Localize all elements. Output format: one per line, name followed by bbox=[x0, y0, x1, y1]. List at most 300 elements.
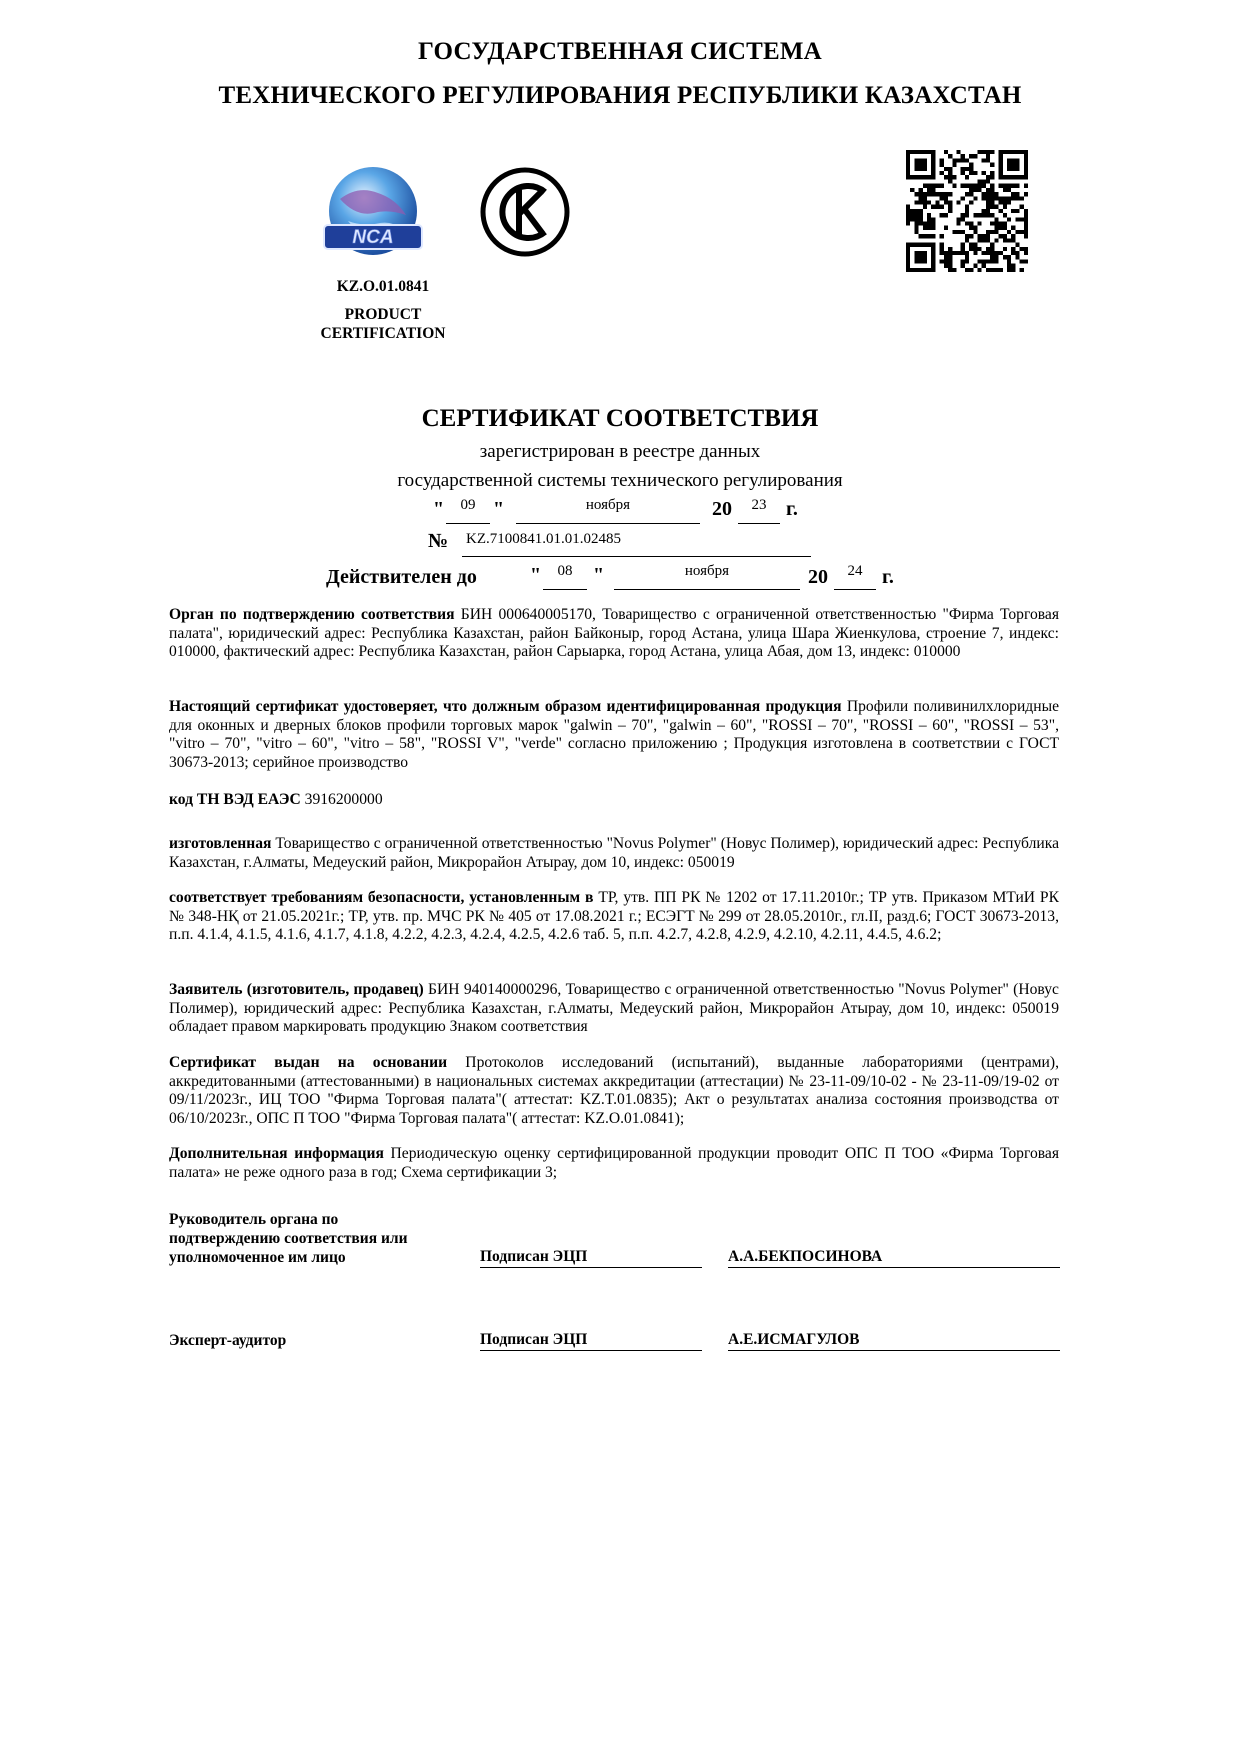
qr-module bbox=[982, 179, 986, 183]
qr-module bbox=[1011, 184, 1015, 188]
qr-module bbox=[940, 205, 944, 209]
qr-module bbox=[931, 247, 935, 251]
qr-module bbox=[961, 251, 965, 255]
qr-module bbox=[982, 251, 986, 255]
manufacturer-label: изготовленная bbox=[169, 835, 272, 852]
qr-module bbox=[990, 222, 994, 226]
qr-module bbox=[994, 222, 998, 226]
qr-module bbox=[999, 251, 1003, 255]
qr-module bbox=[914, 226, 918, 230]
valid-date-century: 20 bbox=[808, 566, 828, 588]
manufacturer-text: Товарищество с ограниченной ответственностью "Novus Polymer" (Новус Полимер), юридический адрес: Республика Казахстан, г.Алматы, Медеуский район, Микрорайон Атырау, дом 10, индекс: 050019 bbox=[169, 835, 1059, 871]
qr-module bbox=[931, 184, 935, 188]
valid-date-suffix: г. bbox=[882, 566, 894, 588]
qr-module bbox=[1003, 234, 1007, 238]
qr-module bbox=[940, 196, 944, 200]
qr-module bbox=[1015, 184, 1019, 188]
qr-module bbox=[931, 205, 935, 209]
qr-module bbox=[956, 230, 960, 234]
certification-body-label: Орган по подтверждению соответствия bbox=[169, 606, 455, 623]
qr-module bbox=[906, 154, 910, 158]
qr-module bbox=[923, 150, 927, 154]
qr-module bbox=[1024, 154, 1028, 158]
qr-module bbox=[914, 230, 918, 234]
qr-module bbox=[1011, 238, 1015, 242]
qr-module bbox=[914, 200, 918, 204]
qr-module bbox=[1024, 217, 1028, 221]
qr-module bbox=[1007, 167, 1011, 171]
qr-module bbox=[982, 238, 986, 242]
qr-module bbox=[973, 184, 977, 188]
qr-module bbox=[994, 251, 998, 255]
qr-module bbox=[1007, 264, 1011, 268]
qr-module bbox=[952, 268, 956, 272]
qr-module bbox=[923, 255, 927, 259]
qr-module bbox=[986, 247, 990, 251]
qr-module bbox=[914, 163, 918, 167]
qr-module bbox=[931, 264, 935, 268]
qr-module bbox=[1007, 175, 1011, 179]
qr-module bbox=[986, 230, 990, 234]
qr-module bbox=[1003, 200, 1007, 204]
expert-auditor-label: Эксперт-аудитор bbox=[169, 1332, 287, 1349]
qr-module bbox=[1015, 167, 1019, 171]
qr-code bbox=[906, 150, 1028, 272]
qr-module bbox=[973, 196, 977, 200]
qr-module bbox=[931, 188, 935, 192]
tnved-code: 3916200000 bbox=[300, 791, 383, 808]
qr-module bbox=[978, 247, 982, 251]
qr-module bbox=[927, 226, 931, 230]
qr-module bbox=[1015, 217, 1019, 221]
qr-module bbox=[1007, 255, 1011, 259]
qr-module bbox=[948, 205, 952, 209]
qr-module bbox=[978, 238, 982, 242]
qr-module bbox=[978, 188, 982, 192]
qr-module bbox=[978, 150, 982, 154]
qr-module bbox=[961, 247, 965, 251]
qr-module bbox=[973, 154, 977, 158]
qr-module bbox=[990, 171, 994, 175]
qr-module bbox=[923, 184, 927, 188]
qr-module bbox=[1003, 205, 1007, 209]
qr-module bbox=[944, 226, 948, 230]
qr-module bbox=[1007, 200, 1011, 204]
qr-module bbox=[978, 213, 982, 217]
qr-module bbox=[1007, 150, 1011, 154]
qr-module bbox=[994, 259, 998, 263]
qr-module bbox=[990, 200, 994, 204]
certificate-title: СЕРТИФИКАТ СООТВЕТСТВИЯ bbox=[421, 405, 819, 432]
qr-module bbox=[923, 226, 927, 230]
qr-module bbox=[935, 205, 939, 209]
qr-module bbox=[1015, 150, 1019, 154]
applicant-label: Заявитель (изготовитель, продавец) bbox=[169, 981, 424, 998]
qr-module bbox=[927, 175, 931, 179]
qr-module bbox=[931, 226, 935, 230]
applicant-paragraph bbox=[169, 981, 1059, 1037]
qr-module bbox=[927, 200, 931, 204]
qr-module bbox=[994, 268, 998, 272]
qr-module bbox=[986, 238, 990, 242]
qr-module bbox=[986, 205, 990, 209]
qr-module bbox=[986, 179, 990, 183]
qr-module bbox=[919, 196, 923, 200]
qr-module bbox=[931, 158, 935, 162]
qr-module bbox=[1007, 230, 1011, 234]
qr-module bbox=[923, 234, 927, 238]
qr-module bbox=[906, 167, 910, 171]
qr-module bbox=[940, 184, 944, 188]
qr-module bbox=[986, 200, 990, 204]
qr-module bbox=[1003, 196, 1007, 200]
qr-module bbox=[940, 163, 944, 167]
qr-module bbox=[919, 259, 923, 263]
qr-module bbox=[965, 158, 969, 162]
reg-date-quote-open: " bbox=[433, 498, 445, 520]
qr-module bbox=[940, 234, 944, 238]
qr-module bbox=[990, 247, 994, 251]
qr-module bbox=[910, 209, 914, 213]
qr-module bbox=[973, 247, 977, 251]
head-signatory-label-line-3: уполномоченное им лицо bbox=[169, 1249, 346, 1266]
qr-module bbox=[999, 209, 1003, 213]
qr-module bbox=[969, 192, 973, 196]
qr-module bbox=[969, 268, 973, 272]
qr-module bbox=[961, 259, 965, 263]
qr-module bbox=[914, 222, 918, 226]
qr-module bbox=[919, 255, 923, 259]
qr-module bbox=[1011, 163, 1015, 167]
qr-module bbox=[990, 192, 994, 196]
qr-module bbox=[1011, 150, 1015, 154]
qr-module bbox=[978, 234, 982, 238]
qr-module bbox=[948, 175, 952, 179]
qr-module bbox=[1024, 175, 1028, 179]
certificate-number: KZ.7100841.01.01.02485 bbox=[462, 531, 811, 557]
qr-module bbox=[919, 268, 923, 272]
certificate-number-label: № bbox=[428, 530, 449, 552]
qr-module bbox=[923, 192, 927, 196]
qr-module bbox=[990, 175, 994, 179]
qr-module bbox=[952, 251, 956, 255]
qr-module bbox=[969, 184, 973, 188]
qr-module bbox=[1003, 213, 1007, 217]
qr-module bbox=[956, 200, 960, 204]
qr-module bbox=[944, 255, 948, 259]
qr-module bbox=[914, 192, 918, 196]
qr-module bbox=[1015, 209, 1019, 213]
qr-module bbox=[1007, 196, 1011, 200]
qr-module bbox=[948, 209, 952, 213]
product-certification-label-line-1: PRODUCT bbox=[344, 306, 422, 323]
qr-module bbox=[965, 251, 969, 255]
qr-module bbox=[927, 268, 931, 272]
requirements-text: ТР, утв. ПП РК № 1202 от 17.11.2010г.; ТР утв. Приказом МТиИ РК № 348-НҚ от 21.05.2021г.; ТР, утв. пр. МЧС РК № 405 от 17.08.2021 г.; ЕСЭГТ № 299 от 28.05.2010г., гл.II, разд.6; ГОСТ 30673-2013, п.п. 4.1.4, 4.1.5, 4.1.6, 4.1.7, 4.1.8, 4.2.2, 4.2.3, 4.2.4, 4.2.5, 4.2.6 таб. 5, п.п. 4.2.7, 4.2.8, 4.2.9, 4.2.10, 4.2.11, 4.4.5, 4.6.2; bbox=[169, 889, 1059, 944]
product-label: Настоящий сертификат удостоверяет, что должным образом идентифицированная продукция bbox=[169, 698, 842, 715]
qr-module bbox=[931, 167, 935, 171]
qr-module bbox=[931, 175, 935, 179]
qr-module bbox=[948, 167, 952, 171]
qr-module bbox=[1007, 184, 1011, 188]
qr-module bbox=[931, 243, 935, 247]
qr-module bbox=[906, 268, 910, 272]
qr-module bbox=[986, 192, 990, 196]
qr-module bbox=[961, 171, 965, 175]
qr-module bbox=[919, 209, 923, 213]
qr-module bbox=[940, 243, 944, 247]
qr-module bbox=[931, 234, 935, 238]
header-line-1: ГОСУДАРСТВЕННАЯ СИСТЕМА bbox=[418, 38, 822, 65]
qr-module bbox=[990, 243, 994, 247]
qr-module bbox=[914, 243, 918, 247]
qr-module bbox=[956, 217, 960, 221]
qr-module bbox=[927, 217, 931, 221]
product-paragraph bbox=[169, 698, 1059, 772]
qr-module bbox=[1003, 175, 1007, 179]
qr-module bbox=[923, 200, 927, 204]
qr-module bbox=[927, 188, 931, 192]
reg-date-year: 23 bbox=[738, 497, 780, 524]
qr-module bbox=[919, 217, 923, 221]
qr-module bbox=[1011, 167, 1015, 171]
qr-module bbox=[969, 247, 973, 251]
qr-module bbox=[914, 213, 918, 217]
qr-module bbox=[961, 230, 965, 234]
qr-module bbox=[965, 209, 969, 213]
qr-module bbox=[1015, 163, 1019, 167]
qr-module bbox=[1011, 209, 1015, 213]
qr-module bbox=[965, 222, 969, 226]
qr-module bbox=[982, 234, 986, 238]
reg-date-suffix: г. bbox=[786, 498, 798, 520]
qr-module bbox=[973, 226, 977, 230]
qr-module bbox=[978, 184, 982, 188]
qr-module bbox=[1015, 251, 1019, 255]
qr-module bbox=[927, 222, 931, 226]
qr-module bbox=[990, 163, 994, 167]
qr-module bbox=[1007, 158, 1011, 162]
qr-module bbox=[965, 238, 969, 242]
requirements-label: соответствует требованиям безопасности, установленным в bbox=[169, 889, 594, 906]
qr-module bbox=[948, 192, 952, 196]
valid-date-quote-open: " bbox=[530, 564, 542, 586]
qr-module bbox=[914, 150, 918, 154]
qr-module bbox=[1011, 226, 1015, 230]
qr-module bbox=[999, 171, 1003, 175]
qr-module bbox=[948, 171, 952, 175]
qr-module bbox=[1024, 251, 1028, 255]
header-line-2: ТЕХНИЧЕСКОГО РЕГУЛИРОВАНИЯ РЕСПУБЛИКИ КАЗАХСТАН bbox=[218, 82, 1022, 109]
valid-date-year: 24 bbox=[834, 563, 876, 590]
certificate-subtitle-2: государственной системы технического регулирования bbox=[397, 470, 843, 491]
qr-module bbox=[919, 188, 923, 192]
qr-module bbox=[919, 158, 923, 162]
qr-module bbox=[999, 184, 1003, 188]
qr-module bbox=[999, 175, 1003, 179]
qr-module bbox=[1024, 184, 1028, 188]
qr-module bbox=[1024, 234, 1028, 238]
qr-module bbox=[969, 163, 973, 167]
qr-module bbox=[973, 213, 977, 217]
qr-module bbox=[931, 154, 935, 158]
qr-module bbox=[948, 200, 952, 204]
product-text: Профили поливинилхлоридные для оконных и дверных блоков профили торговых марок "galwin – 70", "galwin – 60", "ROSSI – 70", "ROSSI – 60", "ROSSI – 53", "vitro – 70", "vitro – 60", "vitro – 58", "ROSSI V", "verde" согласно приложению ; Продукция изготовлена в соответствии с ГОСТ 30673-2013; серийное производство bbox=[169, 698, 1059, 771]
qr-module bbox=[986, 175, 990, 179]
qr-module bbox=[914, 175, 918, 179]
qr-module bbox=[994, 230, 998, 234]
qr-module bbox=[990, 205, 994, 209]
qr-module bbox=[919, 251, 923, 255]
qr-module bbox=[999, 196, 1003, 200]
qr-module bbox=[1015, 192, 1019, 196]
qr-module bbox=[906, 163, 910, 167]
qr-module bbox=[906, 171, 910, 175]
qr-module bbox=[999, 268, 1003, 272]
qr-module bbox=[1003, 226, 1007, 230]
qr-module bbox=[956, 158, 960, 162]
qr-module bbox=[931, 163, 935, 167]
qr-module bbox=[973, 188, 977, 192]
qr-module bbox=[906, 264, 910, 268]
qr-module bbox=[961, 264, 965, 268]
qr-module bbox=[969, 222, 973, 226]
qr-module bbox=[1003, 247, 1007, 251]
qr-module bbox=[906, 217, 910, 221]
qr-module bbox=[961, 184, 965, 188]
qr-module bbox=[982, 192, 986, 196]
qr-module bbox=[1003, 222, 1007, 226]
qr-module bbox=[906, 243, 910, 247]
qr-module bbox=[973, 230, 977, 234]
qr-module bbox=[914, 251, 918, 255]
qr-module bbox=[990, 251, 994, 255]
qr-module bbox=[986, 213, 990, 217]
basis-paragraph bbox=[169, 1054, 1059, 1128]
qr-module bbox=[965, 175, 969, 179]
qr-module bbox=[1020, 150, 1024, 154]
qr-module bbox=[923, 167, 927, 171]
qr-module bbox=[1003, 255, 1007, 259]
qr-module bbox=[1024, 192, 1028, 196]
qr-module bbox=[952, 184, 956, 188]
qr-module bbox=[906, 255, 910, 259]
qr-module bbox=[906, 158, 910, 162]
requirements-paragraph bbox=[169, 889, 1059, 945]
qr-module bbox=[994, 217, 998, 221]
qr-module bbox=[1020, 175, 1024, 179]
qr-module bbox=[952, 158, 956, 162]
qr-module bbox=[931, 150, 935, 154]
head-signatory-label-line-1: Руководитель органа по bbox=[169, 1211, 339, 1228]
qr-module bbox=[910, 213, 914, 217]
qr-module bbox=[1007, 217, 1011, 221]
qr-module bbox=[906, 213, 910, 217]
qr-module bbox=[965, 259, 969, 263]
qr-module bbox=[956, 222, 960, 226]
qr-module bbox=[982, 171, 986, 175]
accreditation-number: KZ.O.01.0841 bbox=[336, 278, 430, 295]
qr-module bbox=[969, 243, 973, 247]
qr-module bbox=[919, 150, 923, 154]
qr-module bbox=[961, 154, 965, 158]
qr-module bbox=[948, 264, 952, 268]
qr-module bbox=[961, 196, 965, 200]
certification-body-paragraph bbox=[169, 606, 1059, 662]
qr-module bbox=[1024, 209, 1028, 213]
qr-module bbox=[931, 259, 935, 263]
qr-module bbox=[1007, 259, 1011, 263]
qr-module bbox=[923, 158, 927, 162]
qr-module bbox=[1003, 238, 1007, 242]
qr-module bbox=[927, 192, 931, 196]
qr-module bbox=[956, 150, 960, 154]
qr-module bbox=[914, 259, 918, 263]
reg-date-month: ноября bbox=[516, 497, 700, 524]
qr-module bbox=[961, 167, 965, 171]
qr-module bbox=[940, 259, 944, 263]
qr-module bbox=[990, 259, 994, 263]
qr-module bbox=[965, 167, 969, 171]
qr-module bbox=[986, 268, 990, 272]
qr-module bbox=[986, 158, 990, 162]
qr-module bbox=[910, 243, 914, 247]
valid-date-day: 08 bbox=[543, 563, 587, 590]
qr-module bbox=[906, 150, 910, 154]
qr-module bbox=[927, 184, 931, 188]
qr-module bbox=[935, 200, 939, 204]
qr-module bbox=[990, 188, 994, 192]
qr-module bbox=[923, 268, 927, 272]
qr-module bbox=[944, 150, 948, 154]
qr-module bbox=[969, 154, 973, 158]
qr-module bbox=[931, 268, 935, 272]
qr-module bbox=[906, 209, 910, 213]
qr-module bbox=[1020, 205, 1024, 209]
qr-module bbox=[982, 150, 986, 154]
qr-module bbox=[944, 251, 948, 255]
certificate-subtitle-1: зарегистрирован в реестре данных bbox=[479, 441, 761, 462]
qr-module bbox=[1024, 150, 1028, 154]
qr-module bbox=[1015, 230, 1019, 234]
qr-module bbox=[919, 163, 923, 167]
qr-module bbox=[973, 251, 977, 255]
qr-module bbox=[990, 184, 994, 188]
qr-module bbox=[948, 179, 952, 183]
qr-module bbox=[1024, 226, 1028, 230]
qr-module bbox=[1011, 158, 1015, 162]
qr-module bbox=[1003, 150, 1007, 154]
qr-module bbox=[935, 192, 939, 196]
qr-module bbox=[952, 163, 956, 167]
qr-module bbox=[931, 255, 935, 259]
qr-module bbox=[990, 255, 994, 259]
qr-module bbox=[919, 213, 923, 217]
qr-module bbox=[906, 247, 910, 251]
qr-module bbox=[944, 213, 948, 217]
qr-module bbox=[914, 167, 918, 171]
qr-module bbox=[990, 268, 994, 272]
qr-module bbox=[982, 196, 986, 200]
qr-module bbox=[940, 251, 944, 255]
qr-module bbox=[914, 209, 918, 213]
qr-module bbox=[906, 251, 910, 255]
qr-module bbox=[919, 234, 923, 238]
qr-module bbox=[927, 243, 931, 247]
qr-module bbox=[919, 192, 923, 196]
additional-info-paragraph bbox=[169, 1145, 1059, 1182]
qr-module bbox=[919, 200, 923, 204]
